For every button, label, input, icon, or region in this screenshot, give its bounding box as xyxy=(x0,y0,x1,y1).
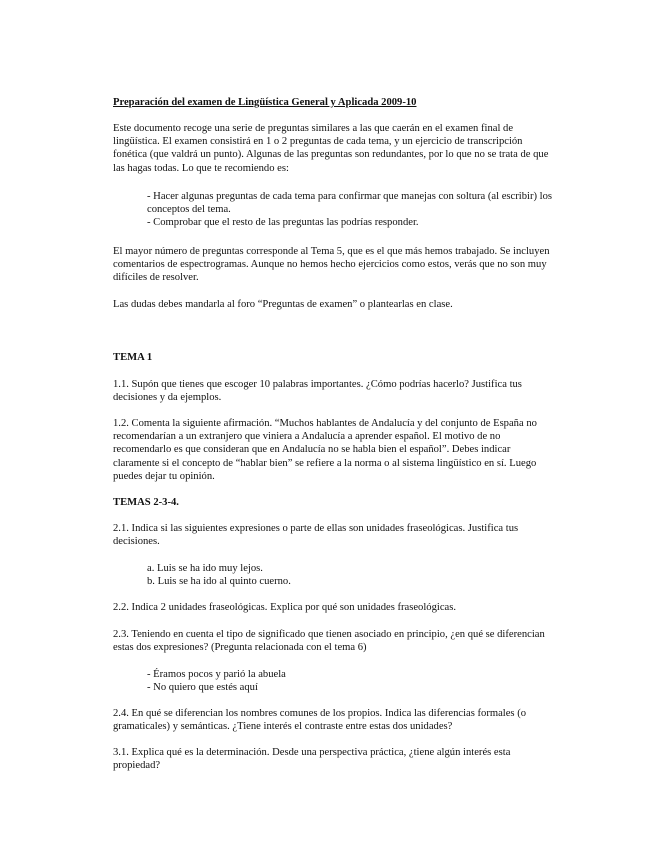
recommendations-list xyxy=(147,190,553,230)
question-2-2: 2.2. Indica 2 unidades fraseológicas. Explica por qué son unidades fraseológicas. xyxy=(113,602,457,613)
temas-2-3-4-heading: TEMAS 2-3-4. xyxy=(113,497,179,508)
question-3-1: 3.1. Explica qué es la determinación. Desde una perspectiva práctica, ¿tiene algún interés esta propiedad? xyxy=(113,747,511,772)
question-2-3-options xyxy=(147,668,553,694)
list-item: - Comprobar que el resto de las preguntas las podrías responder. xyxy=(147,217,419,229)
question-2-4: 2.4. En qué se diferencian los nombres comunes de los propios. Indica las diferencias formales (o gramaticales) y semánticas. ¿Tiene interés el contraste entre estas dos unidades? xyxy=(113,708,527,733)
list-item: b. Luis se ha ido al quinto cuerno. xyxy=(147,576,291,588)
question-1-1: 1.1. Supón que tienes que escoger 10 palabras importantes. ¿Cómo podrías hacerlo? Justifica tus decisiones y da ejemplos. xyxy=(113,379,522,404)
list-item: - Hacer algunas preguntas de cada tema para confirmar que manejas con soltura (al escribir) los conceptos del tema. xyxy=(147,191,553,216)
question-2-3: 2.3. Teniendo en cuenta el tipo de significado que tienen asociado en principio, ¿en qué se diferencian estas dos expresiones? (Pregunta relacionada con el tema 6) xyxy=(113,629,545,654)
dudas-note: Las dudas debes mandarla al foro “Preguntas de examen” o plantearlas en clase. xyxy=(113,299,453,310)
question-2-1: 2.1. Indica si las siguientes expresiones o parte de ellas son unidades fraseológicas. Justifica tus decisiones. xyxy=(113,523,519,548)
tema5-note: El mayor número de preguntas corresponde al Tema 5, que es el que más hemos trabajado. Se incluyen comentarios de espectrogramas. Aunque no hemos hecho ejercicios como estos, verás que no son muy difíciles de resolver. xyxy=(113,246,550,284)
list-item: a. Luis se ha ido muy lejos. xyxy=(147,563,263,574)
list-item: - Éramos pocos y parió la abuela xyxy=(147,669,286,680)
question-2-1-options xyxy=(147,562,553,588)
tema1-heading: TEMA 1 xyxy=(113,352,153,363)
list-item: - No quiero que estés aquí xyxy=(147,682,258,694)
intro-paragraph: Este documento recoge una serie de preguntas similares a las que caerán en el examen final de lingüística. El examen consistirá en 1 o 2 preguntas de cada tema, y un ejercicio de transcripción fonética (que valdrá un punto). Algunas de las preguntas son redundantes, por lo que no se trata de que las hagas todas. Lo que te recomiendo es: xyxy=(113,123,549,174)
question-1-2: 1.2. Comenta la siguiente afirmación. “Muchos hablantes de Andalucía y del conjunto de España no recomendarían a un extranjero que viniera a Andalucía a aprender español. El motivo de no recomendarlo es que consideran que en Andalucía no se habla bien el español”. Debes indicar claramente si el concepto de “hablar bien” se refiere a la norma o al sistema lingüístico en sí. Luego puedes dejar tu opinión. xyxy=(113,418,537,482)
document-title: Preparación del examen de Lingüística General y Aplicada 2009-10 xyxy=(113,97,417,108)
